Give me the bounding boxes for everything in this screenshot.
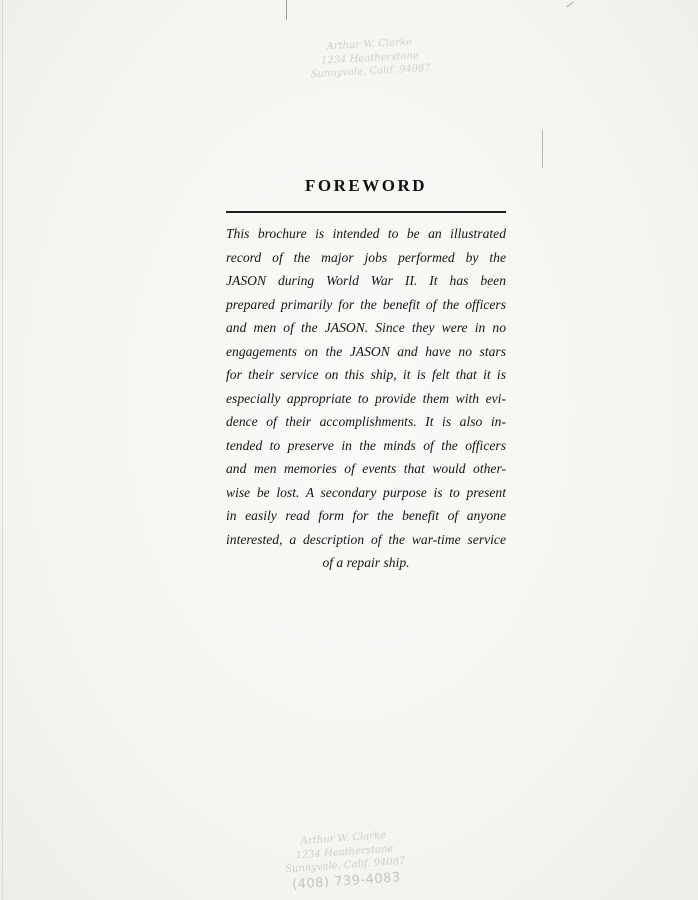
stamp-bottom-street: 1234 Heatherstone (295, 843, 394, 861)
stamp-top-name: Arthur W. Clarke (326, 36, 413, 53)
stamp-top-street: 1234 Heatherstone (320, 49, 420, 67)
paragraph-line: JASON during World War II. It has been (226, 273, 506, 288)
paragraph-line: engagements on the JASON and have no stars (226, 343, 506, 359)
paragraph-line: interested, a description of the war-time service (226, 531, 506, 547)
stamp-bottom-phone: (408) 739-4083 (291, 869, 402, 893)
paragraph-line: and men memories of events that would other- (226, 461, 506, 476)
paragraph-line: dence of their accomplishments. It is also in- (226, 414, 506, 429)
stamp-bottom-name: Arthur W. Clarke (300, 830, 387, 848)
paragraph-line: prepared primarily for the benefit of the officers (226, 296, 506, 312)
paragraph-line: tended to preserve in the minds of the officers (226, 437, 506, 453)
foreword-paragraph (226, 222, 506, 575)
scan-artifact-left-edge (2, 0, 3, 900)
paragraph-line-final: of a repair ship. (322, 555, 410, 570)
paragraph-line: record of the major jobs performed by the (226, 249, 506, 265)
paragraph-line: This brochure is intended to be an illustrated (226, 226, 506, 241)
title-underline (226, 211, 506, 213)
stamp-top-city: Sunnyvale, Calif. 94087 (310, 62, 432, 81)
paragraph-line: especially appropriate to provide them with evi- (226, 390, 506, 406)
address-stamp-bottom (248, 825, 442, 896)
paragraph-line: in easily read form for the benefit of anyone (226, 508, 506, 523)
stamp-bottom-city: Sunnyvale, Calif. 94087 (284, 855, 406, 876)
paragraph-line: for their service on this ship, it is felt that it is (226, 367, 506, 382)
scan-artifact-corner-mark (566, 2, 573, 7)
scan-artifact-right-line (542, 130, 543, 168)
paragraph-line: and men of the JASON. Since they were in no (226, 320, 506, 335)
paragraph-line: wise be lost. A secondary purpose is to present (226, 484, 506, 500)
scan-artifact-top-line (286, 0, 287, 20)
address-stamp-top (254, 32, 486, 84)
page-title: FOREWORD (305, 176, 427, 195)
